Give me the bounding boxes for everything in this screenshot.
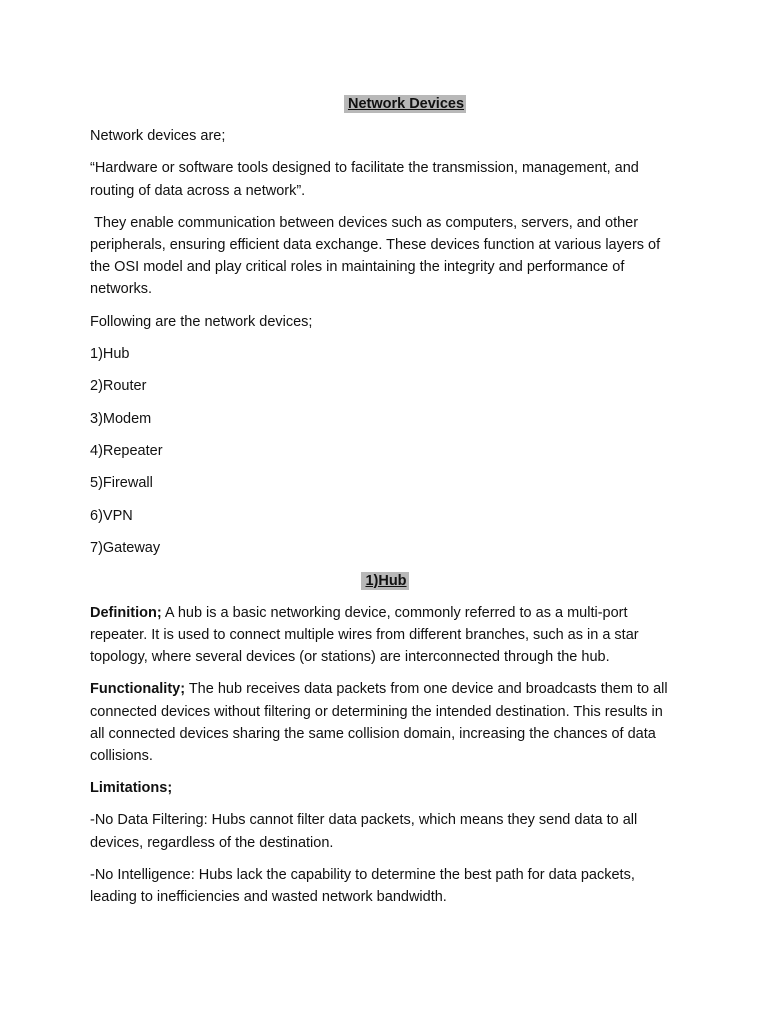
- intro-paragraph: Network devices are;: [90, 128, 226, 145]
- definition-quote: “Hardware or software tools designed to facilitate the transmission, management, and routing of data across a network”.: [90, 160, 639, 199]
- list-item: 4)Repeater: [90, 443, 163, 459]
- definition-text: A hub is a basic networking device, commonly referred to as a multi-port repeater. It is used to connect multiple wires from different branches, such as in a star topology, where several devices (or stations) are interconnected through the hub.: [90, 604, 639, 666]
- definition-label: Definition;: [90, 604, 162, 621]
- limitations-label: [90, 777, 680, 799]
- functionality-label: Functionality;: [90, 681, 186, 698]
- list-item: 7)Gateway: [90, 540, 161, 557]
- list-intro: Following are the network devices;: [90, 313, 313, 330]
- device-list: [90, 343, 680, 560]
- document-page: [90, 93, 680, 918]
- list-item: 6)VPN: [90, 507, 133, 524]
- limitation-item: -No Data Filtering: Hubs cannot filter data packets, which means they send data to all devices, regardless of the destination.: [90, 812, 638, 851]
- functionality-text: The hub receives data packets from one device and broadcasts them to all connected devices without filtering or determining the intended destination. This results in all connected devices sharing the same collision domain, increasing the chances of data collisions.: [90, 681, 668, 764]
- hub-section-heading: 1)Hub: [361, 572, 408, 590]
- hub-functionality: [90, 678, 680, 767]
- list-item: 1)Hub: [90, 345, 130, 362]
- list-item: 5)Firewall: [90, 475, 153, 492]
- list-item: 2)Router: [90, 378, 147, 395]
- limitations-label-text: Limitations;: [90, 780, 173, 797]
- title-container: [90, 93, 680, 115]
- description-paragraph: They enable communication between devices such as computers, servers, and other peripherals, ensuring efficient data exchange. These devices function at various layers of the OSI model and play critical roles in maintaining the integrity and performance of networks.: [90, 214, 665, 298]
- hub-definition: [90, 602, 680, 669]
- hub-heading-container: [90, 570, 680, 592]
- limitation-item: -No Intelligence: Hubs lack the capability to determine the best path for data packets, leading to inefficiencies and wasted network bandwidth.: [90, 866, 635, 905]
- list-item: 3)Modem: [90, 410, 152, 427]
- document-title: Network Devices: [344, 95, 466, 113]
